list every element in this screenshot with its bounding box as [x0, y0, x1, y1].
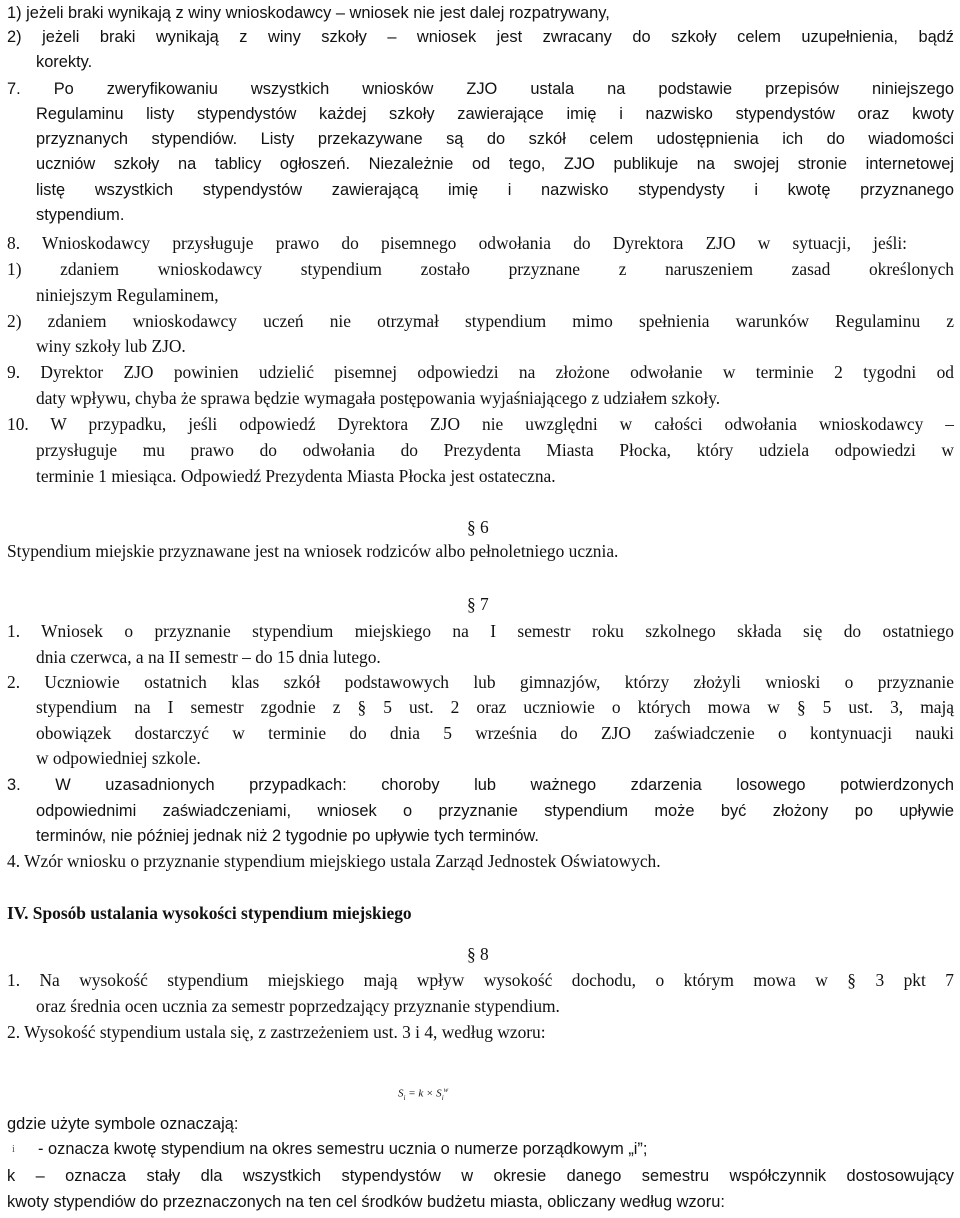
line-40: - oznacza kwotę stypendium na okres semestru ucznia o numerze porządkowym „i”; — [38, 1140, 648, 1158]
line-11: 1) zdaniem wnioskodawcy stypendium zostało przyznane z naruszeniem zasad określonych — [7, 259, 954, 279]
line-19: terminie 1 miesiąca. Odpowiedź Prezydenta Miasta Płocka jest ostateczna. — [36, 466, 556, 486]
line-32: 4. Wzór wniosku o przyznanie stypendium miejskiego ustala Zarząd Jednostek Oświatowych. — [7, 851, 661, 871]
section-heading-8: § 8 — [467, 944, 489, 964]
line-30: odpowiednimi zaświadczeniami, wniosek o przyznanie stypendium może być złożony po upływie — [36, 802, 954, 820]
line-23: 1. Wniosek o przyznanie stypendium miejskiego na I semestr roku szkolnego składa się do ostatniego — [7, 621, 954, 641]
line-27: obowiązek dostarczyć w terminie do dnia 5 września do ZJO zaświadczenie o kontynuacji nauki — [36, 723, 954, 743]
line-25: 2. Uczniowie ostatnich klas szkół podstawowych lub gimnazjów, którzy złożyli wnioski o przyznanie — [7, 672, 954, 692]
line-29: 3. W uzasadnionych przypadkach: choroby lub ważnego zdarzenia losowego potwierdzonych — [7, 776, 954, 794]
line-16: daty wpływu, chyba że sprawa będzie wymagała postępowania wyjaśniającego z udziałem szkoły. — [36, 388, 721, 408]
line-24: dnia czerwca, a na II semestr – do 15 dnia lutego. — [36, 647, 381, 667]
line-3: korekty. — [36, 53, 93, 71]
line-37: 2. Wysokość stypendium ustala się, z zastrzeżeniem ust. 3 i 4, według wzoru: — [7, 1022, 546, 1042]
line-41: k – oznacza stały dla wszystkich stypendystów w okresie danego semestru współczynnik dostosowujący — [7, 1167, 954, 1185]
line-15: 9. Dyrektor ZJO powinien udzielić pisemnej odpowiedzi na złożone odwołanie w terminie 2 tygodni od — [7, 362, 954, 382]
formula-op: = k × S — [408, 1087, 442, 1100]
line-28: w odpowiedniej szkole. — [36, 748, 201, 768]
section-heading-6: § 6 — [467, 517, 489, 537]
line-14: winy szkoły lub ZJO. — [36, 336, 186, 356]
line-2: 2) jeżeli braki wynikają z winy szkoły – wniosek jest zwracany do szkoły celem uzupełnienia, bądź — [7, 28, 954, 46]
stipend-formula — [398, 1080, 448, 1108]
line-8: listę wszystkich stypendystów zawierającą imię i nazwisko stypendysty i kwotę przyznanego — [36, 181, 954, 199]
line-35: 1. Na wysokość stypendium miejskiego mają wpływ wysokość dochodu, o którym mowa w § 3 pkt 7 — [7, 970, 954, 990]
line-17: 10. W przypadku, jeśli odpowiedź Dyrektora ZJO nie uwzględni w całości odwołania wnioskodawcy – — [7, 414, 954, 434]
line-13: 2) zdaniem wnioskodawcy uczeń nie otrzymał stypendium mimo spełnienia warunków Regulaminu z — [7, 311, 954, 331]
line-4: 7. Po zweryfikowaniu wszystkich wniosków ZJO ustala na podstawie przepisów niniejszego — [7, 80, 954, 98]
line-10: 8. Wnioskodawcy przysługuje prawo do pisemnego odwołania do Dyrektora ZJO w sytuacji, jeśli: — [7, 233, 907, 253]
formula-lhs-sub: i — [403, 1093, 406, 1102]
formula-rhs-sup: w — [443, 1086, 449, 1094]
line-7: uczniów szkoły na tablicy ogłoszeń. Niezależnie od tego, ZJO publikuje na swojej stronie internetowej — [36, 155, 954, 173]
formula-rhs-sub: i — [441, 1093, 444, 1102]
line-5: Regulaminu listy stypendystów każdej szkoły zawierające imię i nazwisko stypendystów oraz kwoty — [36, 105, 954, 123]
line-26: stypendium na I semestr zgodnie z § 5 ust. 2 oraz uczniowie o których mowa w § 5 ust. 3, mają — [36, 697, 954, 717]
line-12: niniejszym Regulaminem, — [36, 285, 219, 305]
section-heading-7: § 7 — [467, 594, 489, 614]
formula-lhs: S — [398, 1087, 404, 1100]
line-39: gdzie użyte symbole oznaczają: — [7, 1115, 239, 1133]
symbol-i-small: i — [12, 1144, 15, 1155]
line-21: Stypendium miejskie przyznawane jest na wniosek rodziców albo pełnoletniego ucznia. — [7, 541, 619, 561]
line-36: oraz średnia ocen ucznia za semestr poprzedzający przyznanie stypendium. — [36, 996, 560, 1016]
line-6: przyznanych stypendiów. Listy przekazywane są do szkół celem udostępnienia ich do wiadomości — [36, 130, 954, 148]
line-31: terminów, nie później jednak niż 2 tygodnie po upływie tych terminów. — [36, 827, 539, 845]
line-9: stypendium. — [36, 206, 125, 224]
line-18: przysługuje mu prawo do odwołania do Prezydenta Miasta Płocka, który udziela odpowiedzi w — [36, 440, 954, 460]
line-1: 1) jeżeli braki wynikają z winy wnioskodawcy – wniosek nie jest dalej rozpatrywany, — [7, 4, 610, 22]
line-42: kwoty stypendiów do przeznaczonych na ten cel środków budżetu miasta, obliczany według wzoru: — [7, 1193, 725, 1211]
chapter-heading: IV. Sposób ustalania wysokości stypendium miejskiego — [7, 903, 412, 923]
